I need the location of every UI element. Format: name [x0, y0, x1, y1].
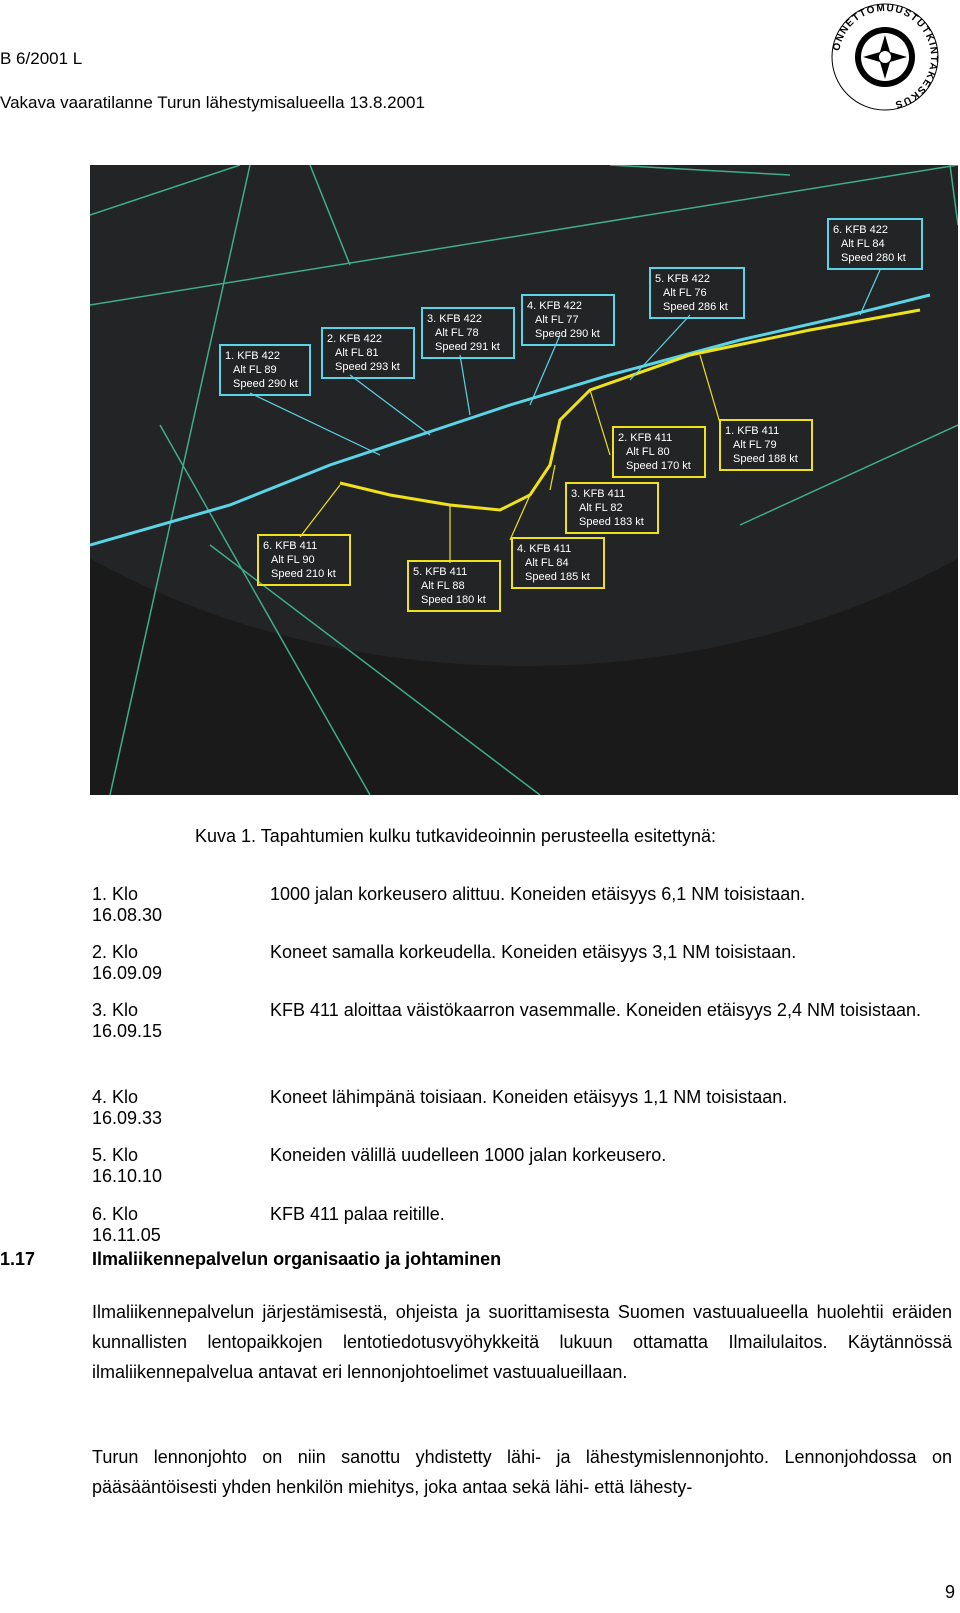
- svg-text:Alt FL 84: Alt FL 84: [841, 238, 885, 250]
- svg-text:6. KFB 422: 6. KFB 422: [833, 224, 889, 236]
- event-text: Koneet samalla korkeudella. Koneiden etäisyys 3,1 NM toisistaan.: [270, 942, 797, 962]
- body-paragraph: Ilmaliikennepalvelun järjestämisestä, ohjeista ja suorittamisesta Suomen vastuualueella huolehtii eräiden kunnallisten lentopaikkojen lentotiedotusvyöhykkeitä lukuun ottamatta Ilmailulaitos. Käytännössä ilmaliikennepalvelua antavat eri lennonjohtoelimet vastuualueillaan.: [92, 1302, 952, 1382]
- page-number: 9: [944, 1582, 955, 1602]
- svg-text:Alt FL 84: Alt FL 84: [525, 557, 569, 569]
- svg-text:Speed 290 kt: Speed 290 kt: [233, 378, 298, 390]
- svg-text:3. KFB 422: 3. KFB 422: [427, 313, 483, 325]
- svg-text:4. KFB 422: 4. KFB 422: [527, 300, 583, 312]
- event-time: 3. Klo 16.09.15: [92, 1000, 163, 1041]
- svg-text:5. KFB 411: 5. KFB 411: [413, 566, 468, 578]
- svg-text:Speed 170 kt: Speed 170 kt: [626, 460, 691, 472]
- svg-text:Alt FL 89: Alt FL 89: [233, 364, 277, 376]
- organization-logo: [830, 2, 940, 112]
- radar-figure: [90, 165, 958, 795]
- svg-text:5. KFB 422: 5. KFB 422: [655, 273, 711, 285]
- svg-text:2. KFB 422: 2. KFB 422: [327, 333, 383, 345]
- event-time: 2. Klo 16.09.09: [92, 942, 163, 983]
- section-number: 1.17: [0, 1249, 36, 1269]
- svg-text:Speed 291 kt: Speed 291 kt: [435, 341, 500, 353]
- svg-text:Alt FL 78: Alt FL 78: [435, 327, 479, 339]
- event-text: Koneet lähimpänä toisiaan. Koneiden etäisyys 1,1 NM toisistaan.: [270, 1087, 788, 1107]
- svg-text:Alt FL 76: Alt FL 76: [663, 287, 707, 299]
- svg-text:Speed 280 kt: Speed 280 kt: [841, 252, 906, 264]
- svg-text:Speed 180 kt: Speed 180 kt: [421, 594, 486, 606]
- svg-text:ONNETTOMUUSTUTKINTAKESKUS: ONNETTOMUUSTUTKINTAKESKUS: [831, 2, 940, 111]
- svg-text:Speed 188 kt: Speed 188 kt: [733, 453, 798, 465]
- svg-text:Alt FL 77: Alt FL 77: [535, 314, 579, 326]
- document-title: Vakava vaaratilanne Turun lähestymisalueella 13.8.2001: [0, 93, 425, 112]
- event-time: 1. Klo 16.08.30: [92, 884, 163, 925]
- event-time: 4. Klo 16.09.33: [92, 1087, 163, 1128]
- svg-text:Speed 293 kt: Speed 293 kt: [335, 361, 400, 373]
- event-text: 1000 jalan korkeusero alittuu. Koneiden etäisyys 6,1 NM toisistaan.: [270, 884, 806, 904]
- svg-text:Alt FL 82: Alt FL 82: [579, 502, 623, 514]
- body-paragraph: Turun lennonjohto on niin sanottu yhdistetty lähi- ja lähestymislennonjohto. Lennonjohdossa on pääsääntöisesti yhden henkilön miehitys, joka antaa sekä lähi- että lähesty-: [92, 1447, 952, 1497]
- svg-text:Alt FL 90: Alt FL 90: [271, 554, 315, 566]
- svg-text:Speed 183 kt: Speed 183 kt: [579, 516, 644, 528]
- svg-text:Alt FL 81: Alt FL 81: [335, 347, 379, 359]
- event-time: 5. Klo 16.10.10: [92, 1145, 163, 1186]
- svg-text:3. KFB 411: 3. KFB 411: [571, 488, 626, 500]
- event-text: KFB 411 palaa reitille.: [270, 1204, 445, 1224]
- svg-text:4. KFB 411: 4. KFB 411: [517, 543, 572, 555]
- svg-text:Speed 210 kt: Speed 210 kt: [271, 568, 336, 580]
- event-text: Koneiden välillä uudelleen 1000 jalan korkeusero.: [270, 1145, 667, 1165]
- svg-text:Alt FL 80: Alt FL 80: [626, 446, 670, 458]
- event-time: 6. Klo 16.11.05: [92, 1204, 161, 1245]
- section-title: Ilmaliikennepalvelun organisaatio ja johtaminen: [92, 1249, 502, 1269]
- svg-text:Speed 290 kt: Speed 290 kt: [535, 328, 600, 340]
- event-text: KFB 411 aloittaa väistökaarron vasemmalle. Koneiden etäisyys 2,4 NM toisistaan.: [270, 1000, 921, 1020]
- svg-text:6. KFB 411: 6. KFB 411: [263, 540, 318, 552]
- svg-text:Alt FL 79: Alt FL 79: [733, 439, 777, 451]
- svg-text:Alt FL 88: Alt FL 88: [421, 580, 465, 592]
- svg-text:1. KFB 422: 1. KFB 422: [225, 350, 281, 362]
- svg-text:Speed 286 kt: Speed 286 kt: [663, 301, 728, 313]
- svg-text:1. KFB 411: 1. KFB 411: [725, 425, 780, 437]
- figure-caption: Kuva 1. Tapahtumien kulku tutkavideoinnin perusteella esitettynä:: [195, 826, 716, 846]
- svg-text:2. KFB 411: 2. KFB 411: [618, 432, 673, 444]
- svg-text:Speed 185 kt: Speed 185 kt: [525, 571, 590, 583]
- document-id: B 6/2001 L: [0, 49, 83, 68]
